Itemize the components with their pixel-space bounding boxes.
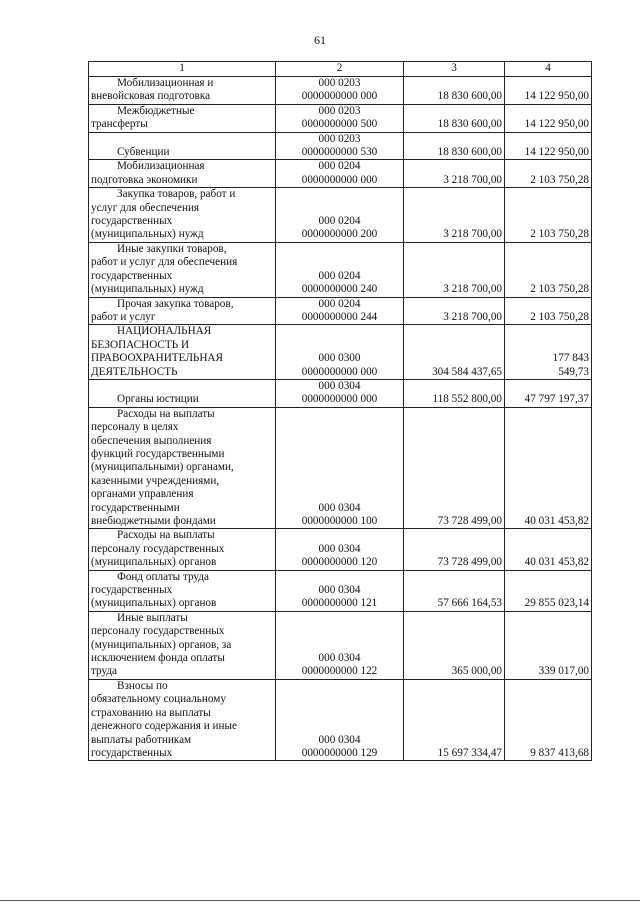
- row-amount-col4: 2 103 750,28: [505, 242, 592, 297]
- row-name: Фонд оплаты труда государственных (муниципальных) органов: [91, 570, 217, 610]
- row-code: 000 0304 0000000000 120: [276, 529, 404, 570]
- table-row: [89, 529, 592, 570]
- row-amount-col4: 2 103 750,28: [505, 160, 592, 188]
- row-name: Расходы на выплаты персоналу государственных (муниципальных) органов: [91, 529, 225, 569]
- row-name-cell: [89, 160, 276, 188]
- row-amount-col4: 14 122 950,00: [505, 77, 592, 105]
- row-name: Мобилизационная и вневойсковая подготовка: [91, 77, 214, 103]
- row-code: 000 0300 0000000000 000: [276, 325, 404, 380]
- row-name-cell: [89, 104, 276, 132]
- row-amount-col4: 14 122 950,00: [505, 132, 592, 160]
- column-header-4: 4: [505, 62, 592, 77]
- row-name-cell: [89, 529, 276, 570]
- row-name: Прочая закупка товаров, работ и услуг: [91, 297, 234, 323]
- row-name: НАЦИОНАЛЬНАЯ БЕЗОПАСНОСТЬ И ПРАВООХРАНИТЕЛЬНАЯ ДЕЯТЕЛЬНОСТЬ: [91, 325, 223, 378]
- row-name-cell: [89, 297, 276, 325]
- row-name-cell: [89, 379, 276, 407]
- table-row: [89, 379, 592, 407]
- row-amount-col3: 3 218 700,00: [404, 188, 505, 243]
- row-amount-col4: 40 031 453,82: [505, 529, 592, 570]
- row-code: 000 0304 0000000000 000: [276, 379, 404, 407]
- table-row: [89, 570, 592, 611]
- table-row: [89, 104, 592, 132]
- row-amount-col3: 57 666 164,53: [404, 570, 505, 611]
- row-name: Закупка товаров, работ и услуг для обеспечения государственных (муниципальных) нужд: [91, 188, 236, 241]
- row-code: 000 0203 0000000000 530: [276, 132, 404, 160]
- row-amount-col3: 3 218 700,00: [404, 160, 505, 188]
- row-amount-col4: 2 103 750,28: [505, 188, 592, 243]
- row-code: 000 0204 0000000000 000: [276, 160, 404, 188]
- row-name-cell: [89, 242, 276, 297]
- table-row: [89, 188, 592, 243]
- table-row: [89, 611, 592, 679]
- row-name: Субвенции: [117, 146, 170, 159]
- row-amount-col4: 177 843 549,73: [505, 325, 592, 380]
- row-amount-col4: 9 837 413,68: [505, 679, 592, 760]
- row-amount-col3: 3 218 700,00: [404, 242, 505, 297]
- row-code: 000 0204 0000000000 244: [276, 297, 404, 325]
- table-row: [89, 242, 592, 297]
- row-name-cell: [89, 570, 276, 611]
- page-number: 61: [314, 33, 326, 47]
- scan-edge-line: [0, 900, 640, 901]
- row-amount-col3: 18 830 600,00: [404, 132, 505, 160]
- table-row: [89, 679, 592, 760]
- row-code: 000 0204 0000000000 200: [276, 188, 404, 243]
- row-name-cell: [89, 77, 276, 105]
- row-code: 000 0304 0000000000 100: [276, 407, 404, 529]
- row-amount-col3: 15 697 334,47: [404, 679, 505, 760]
- row-amount-col3: 18 830 600,00: [404, 104, 505, 132]
- row-name: Расходы на выплаты персоналу в целях обеспечения выполнения функций государственными (муниципальными) органами, казенными учреждениями, органами управления государственными внебюджетными фондами: [91, 407, 234, 527]
- row-amount-col3: 73 728 499,00: [404, 407, 505, 529]
- table-row: [89, 132, 592, 160]
- row-name: Мобилизационная подготовка экономики: [91, 160, 205, 186]
- row-name: Межбюджетные трансферты: [91, 104, 195, 131]
- table-row: [89, 325, 592, 380]
- row-code: 000 0203 0000000000 500: [276, 104, 404, 132]
- row-amount-col3: 304 584 437,65: [404, 325, 505, 380]
- row-amount-col4: 47 797 197,37: [505, 379, 592, 407]
- budget-table: [88, 61, 592, 761]
- row-amount-col4: 14 122 950,00: [505, 104, 592, 132]
- row-amount-col4: 2 103 750,28: [505, 297, 592, 325]
- row-name: Иные закупки товаров, работ и услуг для обеспечения государственных (муниципальных) нужд: [91, 242, 238, 296]
- row-amount-col3: 365 000,00: [404, 611, 505, 679]
- row-name-cell: [89, 611, 276, 679]
- row-name-cell: [89, 407, 276, 529]
- row-name-cell: [89, 132, 276, 160]
- row-name-cell: [89, 188, 276, 243]
- table-row: [89, 77, 592, 105]
- row-amount-col4: 40 031 453,82: [505, 407, 592, 529]
- row-code: 000 0203 0000000000 000: [276, 77, 404, 105]
- row-amount-col3: 118 552 800,00: [404, 379, 505, 407]
- row-code: 000 0204 0000000000 240: [276, 242, 404, 297]
- column-header-1: 1: [89, 62, 276, 77]
- table-row: [89, 160, 592, 188]
- table-row: [89, 407, 592, 529]
- row-name: Органы юстиции: [117, 393, 199, 406]
- table-header-row: [89, 62, 592, 77]
- row-name: Взносы по обязательному социальному страхованию на выплаты денежного содержания и иные выплаты работникам государственных: [91, 679, 237, 759]
- row-amount-col3: 3 218 700,00: [404, 297, 505, 325]
- row-name-cell: [89, 325, 276, 380]
- row-amount-col4: 339 017,00: [505, 611, 592, 679]
- row-amount-col3: 18 830 600,00: [404, 77, 505, 105]
- row-code: 000 0304 0000000000 122: [276, 611, 404, 679]
- row-name-cell: [89, 679, 276, 760]
- row-code: 000 0304 0000000000 129: [276, 679, 404, 760]
- column-header-2: 2: [276, 62, 404, 77]
- column-header-3: 3: [404, 62, 505, 77]
- row-amount-col4: 29 855 023,14: [505, 570, 592, 611]
- row-amount-col3: 73 728 499,00: [404, 529, 505, 570]
- table-row: [89, 297, 592, 325]
- row-name: Иные выплаты персоналу государственных (муниципальных) органов, за исключением фонда оплаты труда: [91, 611, 232, 678]
- row-code: 000 0304 0000000000 121: [276, 570, 404, 611]
